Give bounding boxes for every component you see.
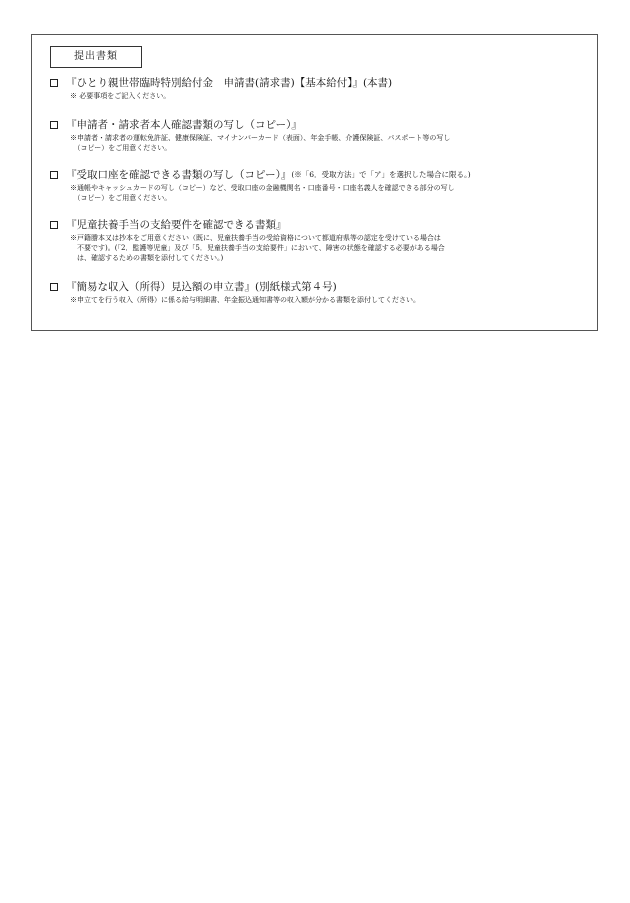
document-item xyxy=(50,168,590,203)
document-title: 『簡易な収入（所得）見込額の申立書』(別紙様式第４号) xyxy=(66,281,337,293)
document-item xyxy=(50,118,590,153)
checkbox-icon[interactable] xyxy=(50,283,58,291)
document-title: 『児童扶養手当の支給要件を確認できる書類』 xyxy=(66,219,287,231)
document-note: ※戸籍謄本又は抄本をご用意ください（既に、児童扶養手当の受給資格について都道府県等の認定を受けている場合は 不要です)。(「2．監護等児童」及び「5．児童扶養手当の支給要件」において、障害の状態を確認する必要がある場合 は、確認するための書類を添付してください。) xyxy=(70,234,445,262)
document-title: 『申請者・請求者本人確認書類の写し（コピー）』 xyxy=(66,119,302,131)
document-note: ※通帳やキャッシュカードの写し（コピー）など、受取口座の金融機関名・口座番号・口座名義人を確認できる部分の写し （コピー）をご用意ください。 xyxy=(70,184,455,202)
document-note: ※申立てを行う収入（所得）に係る給与明細書、年金振込通知書等の収入額が分かる書類を添付してください。 xyxy=(70,296,420,304)
required-documents-frame xyxy=(31,34,598,331)
document-item xyxy=(50,76,590,101)
section-heading: 提出書類 xyxy=(50,46,142,68)
document-title: 『ひとり親世帯臨時特別給付金 申請書(請求書)【基本給付】』(本書) xyxy=(66,77,393,89)
document-note: ※ 必要事項をご記入ください。 xyxy=(70,92,171,100)
document-title: 『受取口座を確認できる書類の写し（コピー）』 xyxy=(66,169,292,181)
checkbox-icon[interactable] xyxy=(50,121,58,129)
document-note: ※申請者・請求者の運転免許証、健康保険証、マイナンバーカード（表面）、年金手帳、介護保険証、パスポート等の写し （コピー）をご用意ください。 xyxy=(70,134,451,152)
document-item xyxy=(50,280,590,305)
checkbox-icon[interactable] xyxy=(50,221,58,229)
checkbox-icon[interactable] xyxy=(50,171,58,179)
document-item xyxy=(50,218,590,263)
checkbox-icon[interactable] xyxy=(50,79,58,87)
document-title-note: (※「6．受取方法」で「ア」を選択した場合に限る。) xyxy=(291,170,471,179)
